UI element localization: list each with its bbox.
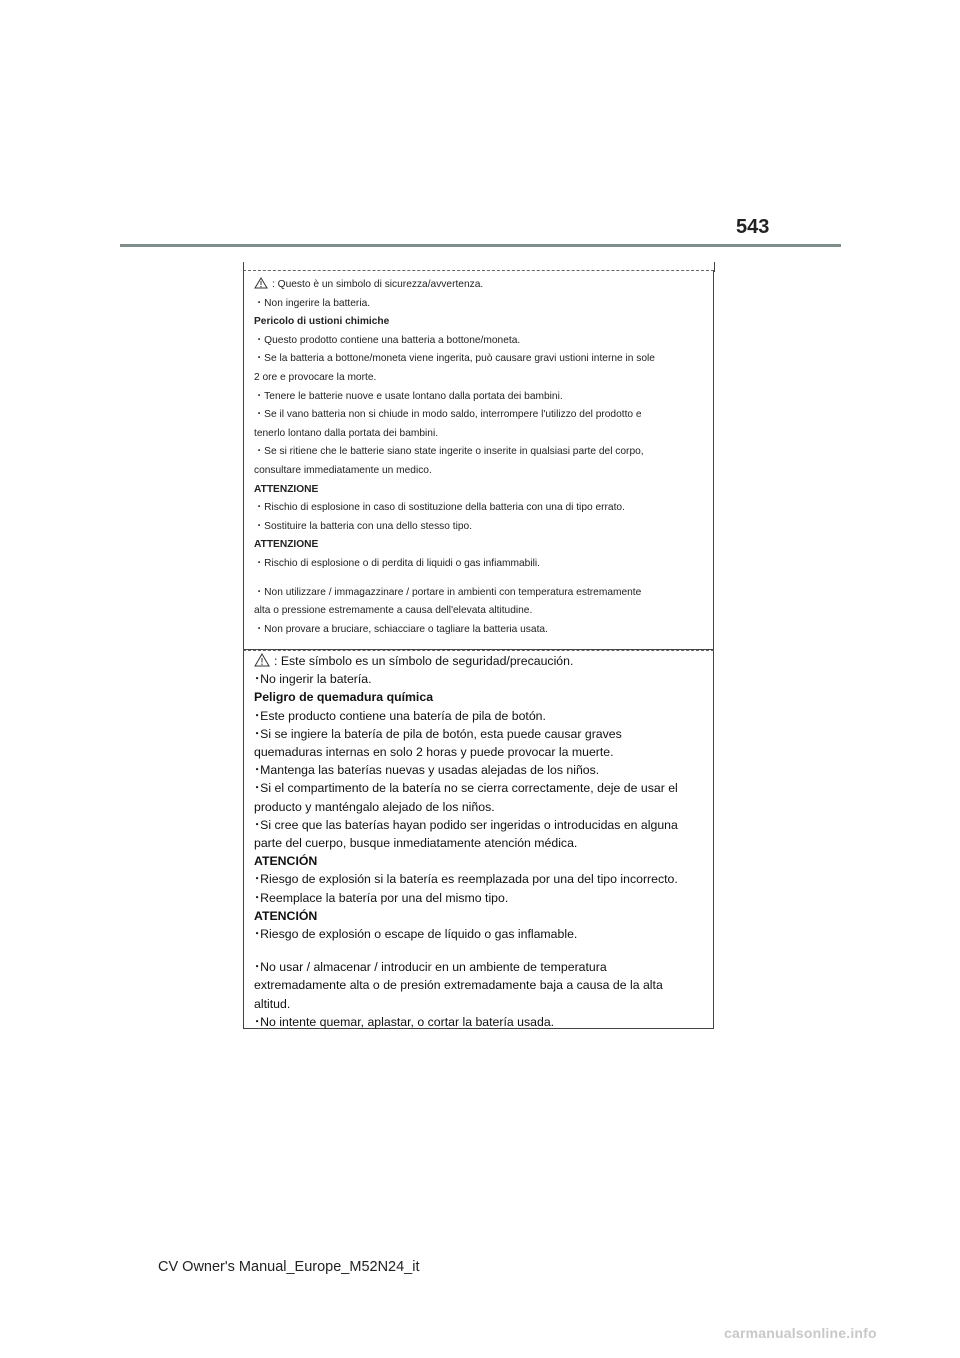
text-line: ・Non utilizzare / immagazzinare / portare in ambienti con temperatura estremamente (254, 586, 642, 598)
section-heading: Peligro de quemadura química (254, 690, 434, 705)
text-line: ・Questo prodotto contiene una batteria a bottone/moneta. (254, 334, 521, 346)
text-line: ･No usar / almacenar / introducir en un ambiente de temperatura (254, 960, 607, 975)
text-line: ･No ingerir la batería. (254, 672, 372, 687)
text-line: ・Tenere le batterie nuove e usate lontano dalla portata dei bambini. (254, 390, 563, 402)
text-line: ・Rischio di esplosione in caso di sostituzione della batteria con una di tipo errato. (254, 502, 625, 514)
page-number: 543 (736, 216, 770, 238)
site-watermark: carmanualsonline.info (724, 1325, 877, 1341)
section-heading: ATENCIÓN (254, 854, 318, 869)
manual-footer: CV Owner's Manual_Europe_M52N24_it (158, 1259, 420, 1275)
spanish-symbol-text: : Este símbolo es un símbolo de seguridad/precaución. (274, 654, 574, 668)
text-line: ・Non provare a bruciare, schiacciare o tagliare la batteria usata. (254, 623, 548, 635)
text-line: parte del cuerpo, busque inmediatamente atención médica. (254, 836, 578, 851)
text-line: ･Reemplace la batería por una del mismo tipo. (254, 890, 509, 905)
spanish-warning-box (243, 650, 714, 1029)
text-line: ･Si el compartimento de la batería no se cierra correctamente, deje de usar el (254, 781, 678, 796)
text-line: ･Riesgo de explosión si la batería es reemplazada por una del tipo incorrecto. (254, 872, 678, 887)
italian-warning-box (243, 270, 714, 650)
text-line: producto y manténgalo alejado de los niños. (254, 799, 495, 814)
text-line: ･Este producto contiene una batería de pila de botón. (254, 708, 546, 723)
text-line: quemaduras internas en solo 2 horas y puede provocar la muerte. (254, 745, 614, 760)
text-line: ・Non ingerire la batteria. (254, 297, 371, 309)
blank-line (254, 943, 705, 958)
text-line: ・Se il vano batteria non si chiude in modo saldo, interrompere l'utilizzo del prodotto e (254, 409, 642, 421)
warning-triangle-icon (254, 653, 270, 667)
spanish-symbol-line (254, 652, 705, 670)
text-line: ･Si cree que las baterías hayan podido ser ingeridas o introducidas en alguna (254, 817, 678, 832)
text-line: ・Se la batteria a bottone/moneta viene ingerita, può causare gravi ustioni interne in sole (254, 353, 655, 365)
text-line: extremadamente alta o de presión extremadamente baja a causa de la alta (254, 978, 663, 993)
text-line: ・Rischio di esplosione o di perdita di liquidi o gas infiammabili. (254, 557, 540, 569)
text-line: alta o pressione estremamente a causa dell'elevata altitudine. (254, 605, 533, 617)
header-rule (120, 244, 841, 247)
section-heading: ATTENZIONE (254, 539, 319, 551)
warning-triangle-icon (254, 277, 268, 289)
text-line: consultare immediatamente un medico. (254, 464, 432, 476)
text-line: ・Se si ritiene che le batterie siano state ingerite o inserite in qualsiasi parte del corpo, (254, 446, 644, 458)
italian-symbol-text: : Questo è un simbolo di sicurezza/avvertenza. (272, 279, 484, 290)
section-heading: ATTENZIONE (254, 483, 319, 495)
italian-symbol-line (254, 276, 705, 295)
blank-line (254, 574, 705, 584)
text-line: 2 ore e provocare la morte. (254, 371, 377, 383)
text-line: ･Si se ingiere la batería de pila de botón, esta puede causar graves (254, 726, 622, 741)
section-heading: Pericolo di ustioni chimiche (254, 316, 390, 328)
text-line: ･Riesgo de explosión o escape de líquido o gas inflamable. (254, 927, 578, 942)
scan-corner-mark (714, 262, 715, 272)
text-line: ・Sostituire la batteria con una dello stesso tipo. (254, 520, 473, 532)
text-line: ･Mantenga las baterías nuevas y usadas alejadas de los niños. (254, 763, 600, 778)
text-line: altitud. (254, 996, 291, 1011)
text-line: tenerlo lontano dalla portata dei bambini. (254, 427, 439, 439)
text-line: ･No intente quemar, aplastar, o cortar la batería usada. (254, 1014, 555, 1029)
section-heading: ATENCIÓN (254, 908, 318, 923)
